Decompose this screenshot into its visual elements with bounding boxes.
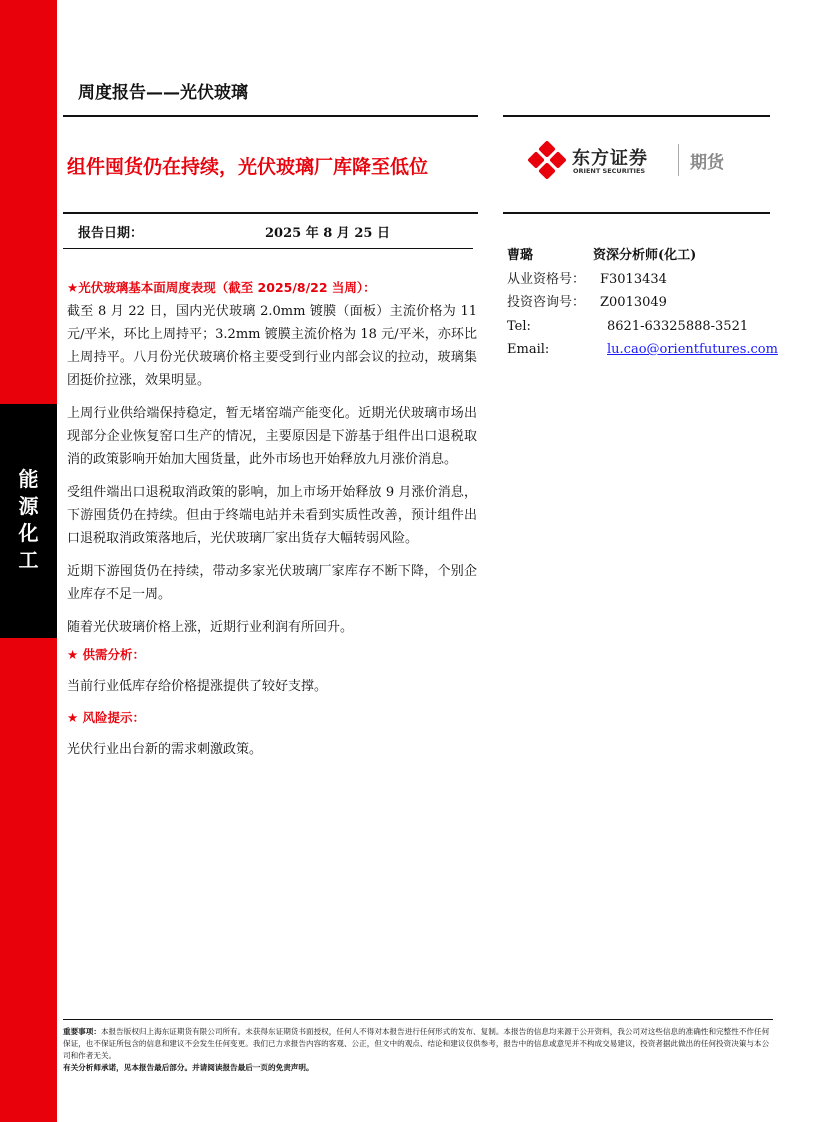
report-date-label: 报告日期： [78,226,144,241]
qualification-label: 从业资格号： [507,271,586,287]
logo-name-en: ORIENT SECURITIES [573,167,646,175]
paragraph-risk: 光伏行业出台新的需求刺激政策。 [67,742,263,757]
sidebar-label-char: 工 [18,548,39,572]
section-heading-fundamentals: ★光伏玻璃基本面周度表现（截至 2025/8/22 当周）： [67,280,376,295]
orient-logo-icon [528,141,566,179]
qualification-number: F3013434 [600,271,667,287]
consulting-label: 投资咨询号： [507,295,586,310]
company-logo [528,140,768,180]
footer-divider [63,1019,773,1020]
paragraph-inventory: 近期下游囤货仍在持续，带动多家光伏玻璃厂家库存不断下降，个别企业库存不足一周。 [67,564,477,602]
sidebar-category-label [0,466,57,574]
footer-disclaimer [63,1026,773,1074]
sidebar-label-char: 化 [18,521,39,545]
section-heading-supply-demand: ★ 供需分析： [67,647,146,662]
title-divider-right [503,212,770,214]
paragraph-price: 截至 8 月 22 日，国内光伏玻璃 2.0mm 镀膜（面板）主流价格为 11 元/平米，环比上周持平；3.2mm 镀膜主流价格为 18 元/平米，亦环比上周持平。八月份光伏玻璃价格主要受到行业内部会议的拉动，玻璃集团挺价拉涨，效果明显。 [67,304,477,388]
tel-label: Tel: [507,318,531,334]
paragraph-supply-demand: 当前行业低库存给价格提涨提供了较好支撑。 [67,679,328,694]
header-divider-right [503,115,770,117]
email-label: Email: [507,342,550,357]
logo-separator [678,144,679,176]
header-divider-left [63,115,478,117]
title-divider-left [63,212,478,214]
paragraph-profit: 随着光伏玻璃价格上涨，近期行业利润有所回升。 [67,620,354,635]
section-heading-risk: ★ 风险提示： [67,710,146,725]
consulting-number: Z0013049 [600,295,667,310]
report-type-title: 周度报告——光伏玻璃 [78,83,248,103]
logo-division: 期货 [690,153,724,173]
sidebar-label-char: 能 [18,467,39,491]
analyst-email-link[interactable]: lu.cao@orientfutures.com [607,342,778,357]
report-body [67,276,477,771]
analyst-name: 曹璐 [507,248,534,263]
disclaimer-label: 重要事项： [63,1027,101,1036]
analyst-commitment-notice: 有关分析师承诺，见本报告最后部分。并请阅读报告最后一页的免责声明。 [63,1063,314,1072]
report-headline: 组件囤货仍在持续，光伏玻璃厂库降至低位 [67,156,429,178]
tel-number: 8621-63325888-3521 [607,318,749,334]
logo-name-cn: 东方证券 [572,148,648,169]
sidebar-label-char: 源 [18,494,39,518]
paragraph-demand: 受组件端出口退税取消政策的影响，加上市场开始释放 9 月涨价消息，下游囤货仍在持续。但由于终端电站并未看到实质性改善，预计组件出口退税取消政策落地后，光伏玻璃厂家出货存大幅转弱风险。 [67,485,477,546]
disclaimer-text: 本报告版权归上海东证期货有限公司所有。未获得东证期货书面授权，任何人不得对本报告进行任何形式的发布、复制。本报告的信息均来源于公开资料，我公司对这些信息的准确性和完整性不作任何保证，也不保证所包含的信息和建议不会发生任何变更。我们已力求报告内容的客观、公正，但文中的观点、结论和建议仅供参考，报告中的信息或意见并不构成交易建议，投资者据此做出的任何投资决策与本公司和作者无关。 [63,1027,770,1060]
analyst-title: 资深分析师(化工) [593,248,697,263]
report-date-value: 2025 年 8 月 25 日 [265,226,390,241]
date-divider [63,248,473,249]
paragraph-supply: 上周行业供给端保持稳定，暂无堵窑端产能变化。近期光伏玻璃市场出现部分企业恢复窑口生产的情况，主要原因是下游基于组件出口退税取消的政策影响开始加大囤货量，此外市场也开始释放九月涨价消息。 [67,406,477,467]
